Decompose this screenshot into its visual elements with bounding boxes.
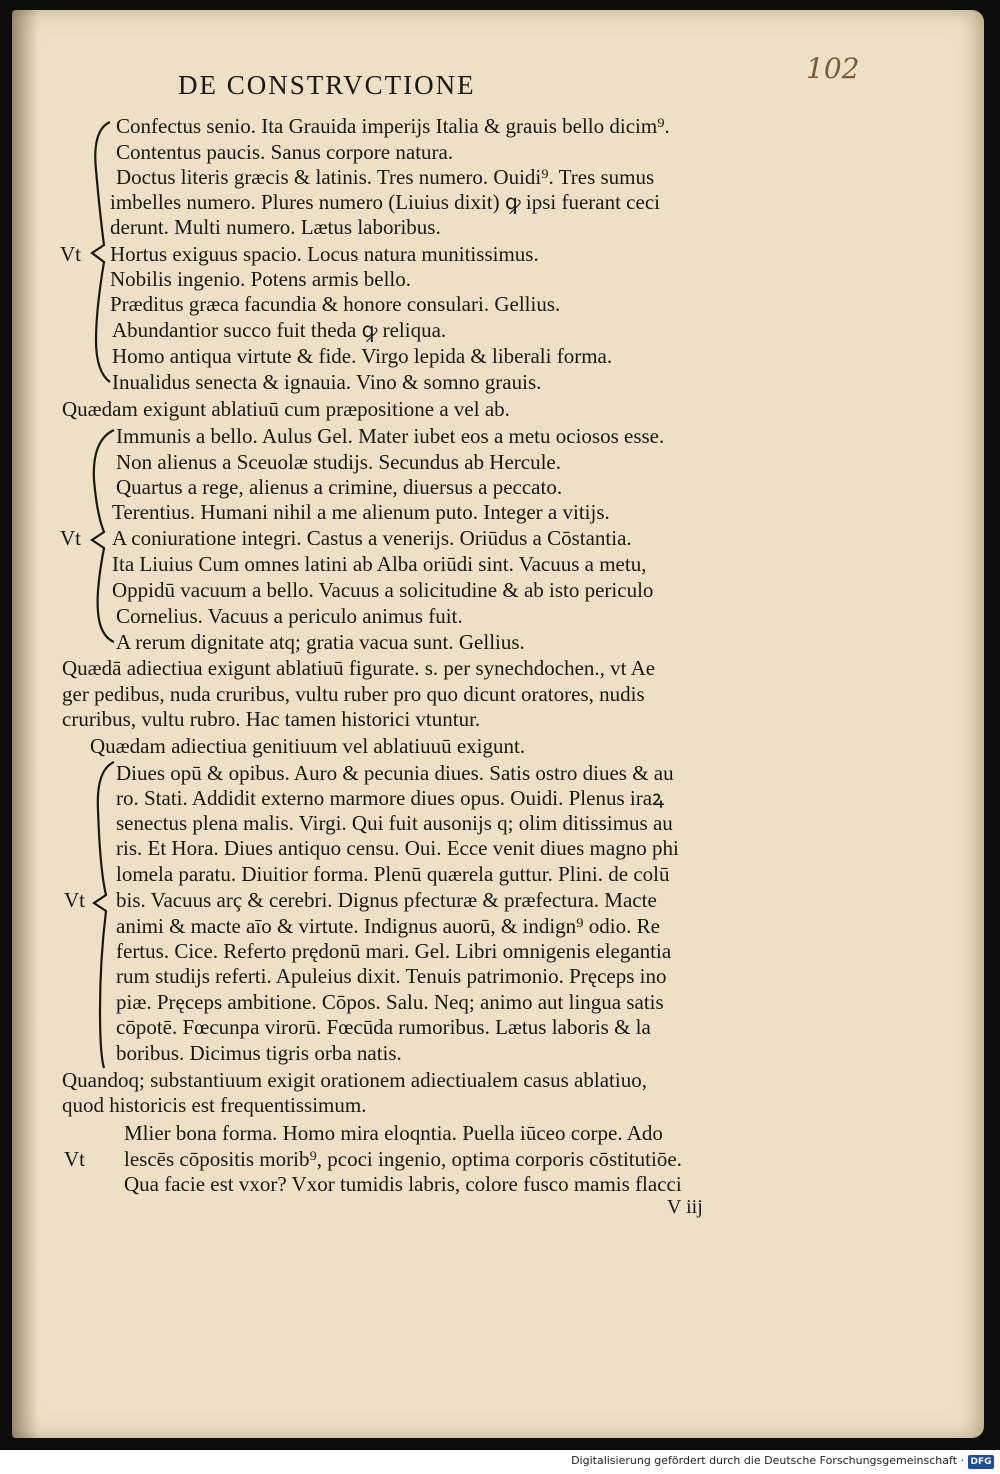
curly-brace [92, 122, 110, 382]
text-line: Hortus exiguus spacio. Locus natura munitissimus. [110, 242, 539, 266]
text-line: Quædam exigunt ablatiuū cum præpositione a vel ab. [62, 397, 510, 421]
text-line: Doctus literis græcis & latinis. Tres numero. Ouidi⁹. Tres sumus [116, 165, 655, 189]
vt-label: Vt [64, 888, 85, 912]
funding-notice: Digitalisierung gefördert durch die Deutsche Forschungsgemeinschaft · [571, 1454, 964, 1467]
text-line: piæ. Pręceps ambitione. Cōpos. Salu. Neq; animo aut lingua satis [116, 990, 664, 1014]
text-line: lomela paratu. Diuitior forma. Plenū quærela guttur. Plini. de colū [116, 862, 670, 886]
footer-bar [0, 1450, 1000, 1474]
text-line: Quandoq; substantiuum exigit orationem adiectiualem casus ablatiuo, [62, 1068, 647, 1092]
text-line: animi & macte aīo & virtute. Indignus auorū, & indign⁹ odio. Re [116, 914, 660, 938]
text-line: Quædā adiectiua exigunt ablatiuū figurate. s. per synechdochen., vt Ae [62, 656, 656, 680]
vt-label: Vt [60, 242, 81, 266]
text-line: lescēs cōpositis morib⁹, pcoci ingenio, optima corporis cōstitutiōe. [124, 1147, 682, 1171]
text-line: Mlier bona forma. Homo mira eloqntia. Puella iūceo corpe. Ado [124, 1121, 663, 1145]
curly-brace [94, 762, 114, 1068]
text-line: Homo antiqua virtute & fide. Virgo lepida & liberali forma. [112, 344, 613, 368]
text-line: Præditus græca facundia & honore consulari. Gellius. [110, 292, 561, 316]
text-line: ger pedibus, nuda cruribus, vultu ruber pro quo dicunt oratores, nudis [62, 682, 645, 706]
folio-number: 102 [806, 52, 860, 85]
text-line: derunt. Multi numero. Lætus laboribus. [110, 215, 441, 239]
text-line: bis. Vacuus arç & cerebri. Dignus pfecturæ & præfectura. Macte [116, 888, 657, 912]
text-line: Immunis a bello. Aulus Gel. Mater iubet eos a metu ociosos esse. [116, 424, 665, 448]
text-line: boribus. Dicimus tigris orba natis. [116, 1041, 402, 1065]
text-line: Quartus a rege, alienus a crimine, diuersus a peccato. [116, 475, 563, 499]
text-line: Nobilis ingenio. Potens armis bello. [110, 267, 411, 291]
text-line: Terentius. Humani nihil a me alienum puto. Integer a vitijs. [112, 500, 610, 524]
text-line: Non alienus a Sceuolæ studijs. Secundus ab Hercule. [116, 450, 561, 474]
signature-mark: V iij [667, 1196, 703, 1218]
text-line: ris. Et Hora. Diues antiquo censu. Oui. Ecce venit diues magno phi [116, 836, 679, 860]
text-line: rum studijs referti. Apuleius dixit. Tenuis patrimonio. Pręceps ino [116, 964, 667, 988]
text-line: A coniuratione integri. Castus a venerijs. Oriūdus a Cōstantia. [112, 526, 632, 550]
text-line: Quædam adiectiua genitiuum vel ablatiuuū exigunt. [90, 734, 526, 758]
text-line: A rerum dignitate atq; gratia vacua sunt. Gellius. [116, 630, 525, 654]
text-line: fertus. Cice. Referto prędonū mari. Gel. Libri omnigenis elegantia [116, 939, 672, 963]
text-line: Abundantior succo fuit theda ꝙ reliqua. [112, 318, 447, 342]
text-line: Qua facie est vxor? Vxor tumidis labris, colore fusco mamis flacci [124, 1172, 682, 1196]
text-line: Ita Liuius Cum omnes latini ab Alba oriūdi sint. Vacuus a metu, [112, 552, 647, 576]
text-line: cruribus, vultu rubro. Hac tamen historici vtuntur. [62, 707, 481, 731]
text-line: Confectus senio. Ita Grauida imperijs Italia & grauis bello dicim⁹. [116, 114, 670, 138]
text-line: cōpotē. Fœcunpa virorū. Fœcūda rumoribus. Lætus laboris & la [116, 1015, 651, 1039]
text-line: Diues opū & opibus. Auro & pecunia diues. Satis ostro diues & au [116, 761, 674, 785]
curly-brace [92, 430, 114, 642]
text-line: imbelles numero. Plures numero (Liuius dixit) ꝙ ipsi fuerant ceci [110, 190, 660, 214]
vt-label: Vt [60, 526, 81, 550]
vt-label: Vt [64, 1147, 85, 1171]
text-line: ro. Stati. Addidit externo marmore diues opus. Ouidi. Plenus iraꝝ [116, 786, 665, 810]
text-line: senectus plena malis. Virgi. Qui fuit ausonijs q; olim ditissimus au [116, 811, 673, 835]
text-line: Oppidū vacuum a bello. Vacuus a solicitudine & ab isto periculo [112, 578, 654, 602]
text-line: Cornelius. Vacuus a periculo animus fuit. [116, 604, 463, 628]
dfg-logo-icon: DFG [968, 1455, 994, 1469]
text-line: quod historicis est frequentissimum. [62, 1093, 367, 1117]
running-heading: DE CONSTRVCTIONE [178, 70, 476, 100]
text-line: Contentus paucis. Sanus corpore natura. [116, 140, 454, 164]
text-line: Inualidus senecta & ignauia. Vino & somno grauis. [112, 370, 542, 394]
